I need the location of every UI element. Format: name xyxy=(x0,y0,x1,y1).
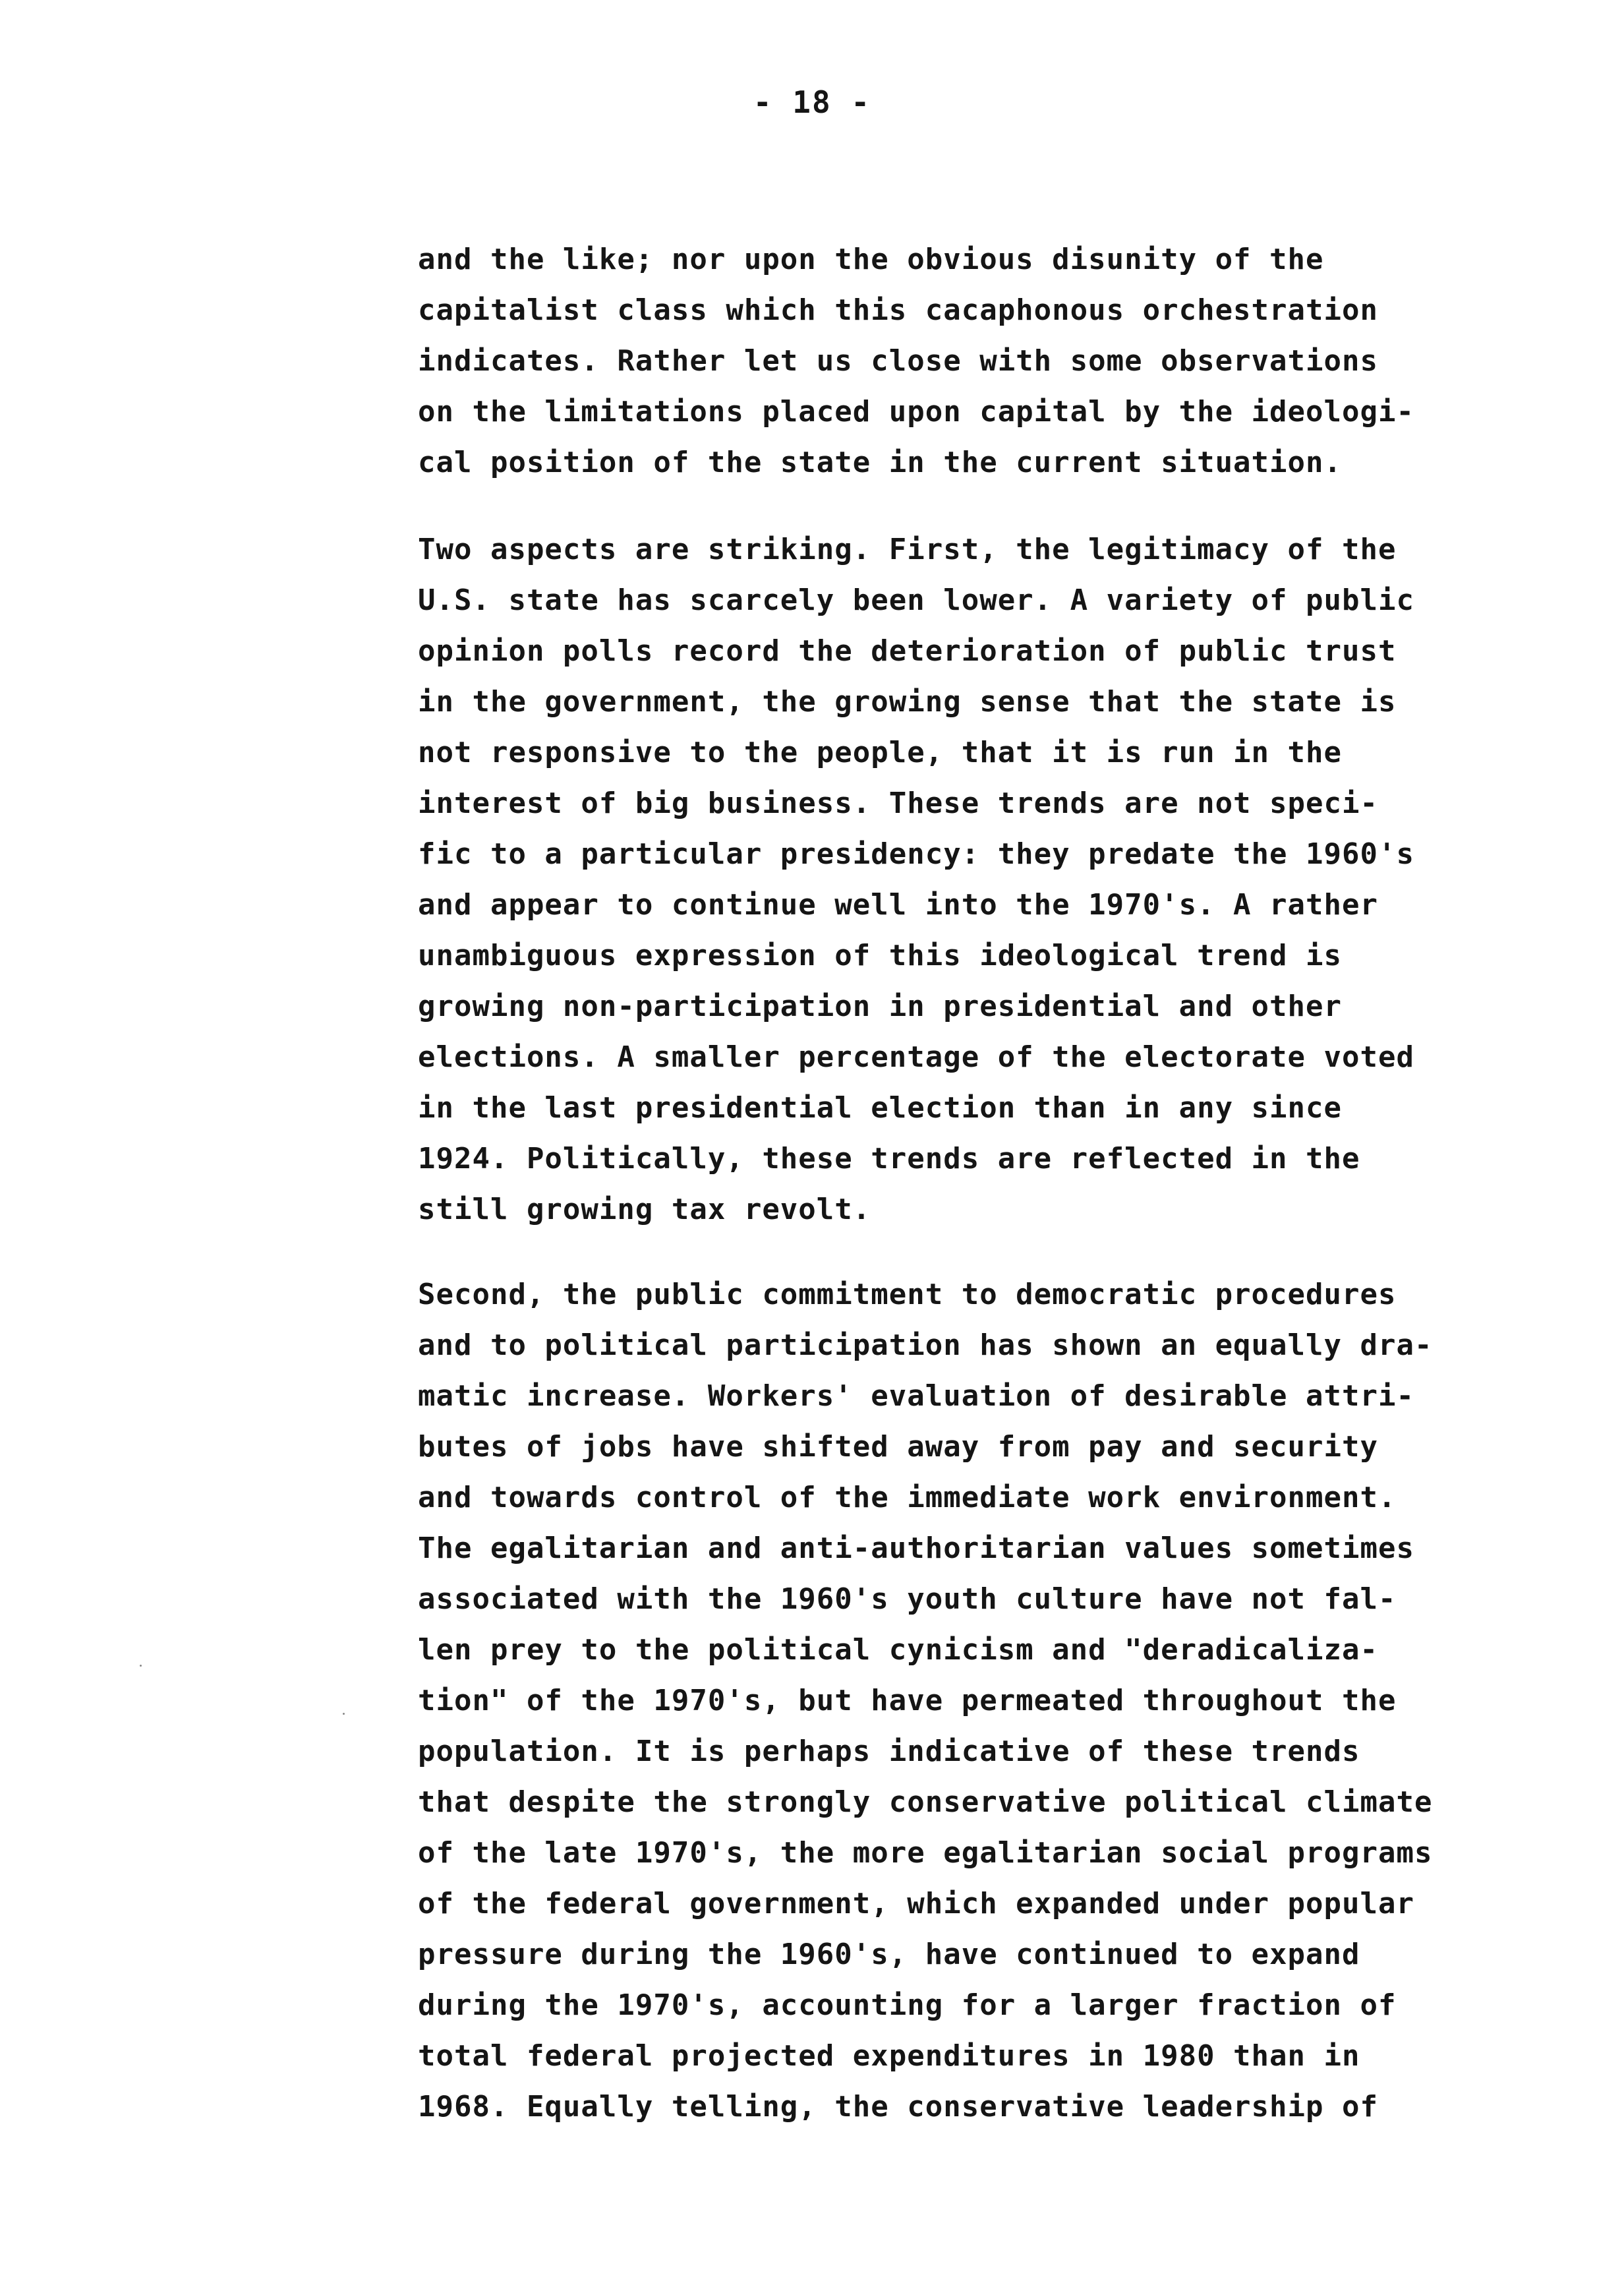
page-number: - 18 - xyxy=(753,84,871,120)
text-line: opinion polls record the deterioration of public trust xyxy=(418,634,1397,668)
text-line: still growing tax revolt. xyxy=(418,1193,871,1226)
text-line: associated with the 1960's youth culture have not fal- xyxy=(418,1582,1397,1616)
text-line: matic increase. Workers' evaluation of desirable attri- xyxy=(418,1379,1414,1413)
text-line: fic to a particular presidency: they predate the 1960's xyxy=(418,837,1414,871)
text-line: not responsive to the people, that it is run in the xyxy=(418,736,1343,769)
text-line: total federal projected expenditures in 1980 than in xyxy=(418,2039,1360,2073)
text-line: cal position of the state in the current situation. xyxy=(418,446,1343,479)
text-line: that despite the strongly conservative political climate xyxy=(418,1785,1433,1819)
text-line: and appear to continue well into the 1970's. A rather xyxy=(418,888,1378,922)
text-line: population. It is perhaps indicative of these trends xyxy=(418,1735,1360,1768)
text-line: Two aspects are striking. First, the legitimacy of the xyxy=(418,533,1397,566)
text-line: indicates. Rather let us close with some observations xyxy=(418,344,1378,378)
text-line: in the government, the growing sense that the state is xyxy=(418,685,1397,719)
text-line: in the last presidential election than in any since xyxy=(418,1091,1343,1125)
text-line: unambiguous expression of this ideological trend is xyxy=(418,939,1343,972)
scan-speck xyxy=(343,1713,345,1715)
paragraph-2 xyxy=(418,524,1578,1235)
text-line: elections. A smaller percentage of the electorate voted xyxy=(418,1040,1414,1074)
text-line: and the like; nor upon the obvious disunity of the xyxy=(418,243,1324,276)
text-line: during the 1970's, accounting for a larger fraction of xyxy=(418,1988,1397,2022)
text-line: growing non-participation in presidential and other xyxy=(418,990,1343,1023)
text-line: capitalist class which this cacaphonous orchestration xyxy=(418,293,1378,327)
text-line: tion" of the 1970's, but have permeated throughout the xyxy=(418,1684,1397,1717)
text-line: and to political participation has shown an equally dra- xyxy=(418,1328,1433,1362)
text-line: butes of jobs have shifted away from pay and security xyxy=(418,1430,1378,1464)
paragraph-1 xyxy=(418,234,1578,488)
scan-speck xyxy=(140,1665,142,1667)
text-line: and towards control of the immediate work environment. xyxy=(418,1481,1397,1514)
text-line: pressure during the 1960's, have continued to expand xyxy=(418,1938,1360,1971)
paragraph-3 xyxy=(418,1269,1578,2132)
text-line: interest of big business. These trends are not speci- xyxy=(418,787,1378,820)
text-line: len prey to the political cynicism and "deradicaliza- xyxy=(418,1633,1378,1667)
text-line: on the limitations placed upon capital by the ideologi- xyxy=(418,395,1414,429)
text-line: of the late 1970's, the more egalitarian social programs xyxy=(418,1836,1433,1870)
text-line: U.S. state has scarcely been lower. A variety of public xyxy=(418,583,1414,617)
text-line: 1968. Equally telling, the conservative leadership of xyxy=(418,2090,1378,2124)
text-line: Second, the public commitment to democratic procedures xyxy=(418,1278,1397,1311)
text-line: The egalitarian and anti-authoritarian values sometimes xyxy=(418,1531,1414,1565)
text-line: 1924. Politically, these trends are reflected in the xyxy=(418,1142,1360,1175)
text-line: of the federal government, which expanded under popular xyxy=(418,1887,1414,1920)
